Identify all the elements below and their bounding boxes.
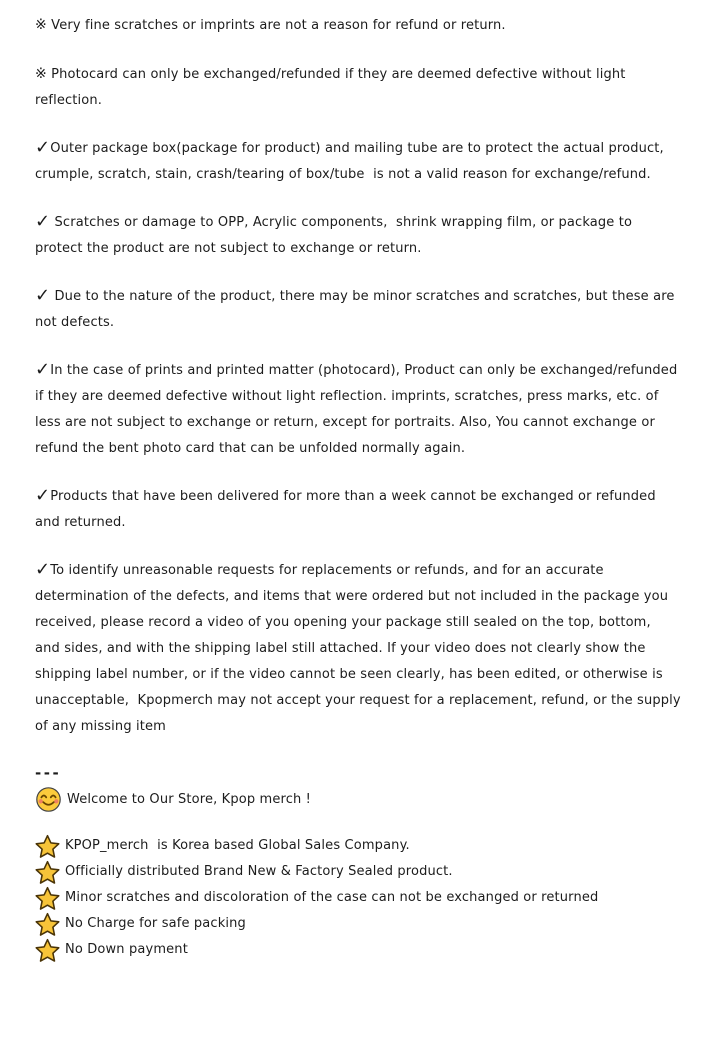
star-icon bbox=[35, 860, 60, 885]
store-point bbox=[35, 833, 682, 859]
store-point bbox=[35, 859, 682, 885]
star-icon bbox=[35, 912, 60, 937]
policy-paragraph bbox=[35, 12, 682, 39]
policy-text: Very fine scratches or imprints are not a reason for refund or return. bbox=[46, 18, 506, 33]
policy-paragraph bbox=[35, 558, 686, 740]
store-point-text: KPOP_merch is Korea based Global Sales Company. bbox=[65, 838, 410, 853]
checkmark-icon: ✓ bbox=[35, 211, 51, 232]
store-point bbox=[35, 937, 682, 963]
policy-text: In the case of prints and printed matter (photocard), Product can only be exchanged/refunded if they are deemed defective without light reflection. imprints, scratches, press marks, etc. of less are not subject to exchange or return, except for portraits. Also, You cannot exchange or refund the bent photo card that can be unfolded normally again. bbox=[35, 363, 682, 456]
policy-paragraph bbox=[35, 61, 682, 114]
checkmark-icon: ✓ bbox=[35, 559, 51, 580]
star-icon bbox=[35, 886, 60, 911]
reference-mark-icon: ※ bbox=[35, 66, 47, 82]
store-point bbox=[35, 885, 682, 911]
welcome-text: Welcome to Our Store, Kpop merch ! bbox=[67, 791, 312, 807]
store-points-list bbox=[35, 833, 682, 963]
checkmark-icon: ✓ bbox=[35, 137, 51, 158]
star-icon bbox=[35, 834, 60, 859]
policy-text: Products that have been delivered for more than a week cannot be exchanged or refunded and returned. bbox=[35, 489, 661, 530]
policy-paragraph bbox=[35, 136, 682, 188]
policy-text: Outer package box(package for product) and mailing tube are to protect the actual product, crumple, scratch, stain, crash/tearing of box/tube is not a valid reason for exchange/refund. bbox=[35, 141, 669, 182]
policy-paragraph bbox=[35, 284, 682, 336]
store-point-text: Officially distributed Brand New & Factory Sealed product. bbox=[65, 864, 453, 879]
store-point-text: No Charge for safe packing bbox=[65, 916, 246, 931]
policy-paragraph bbox=[35, 210, 682, 262]
smiling-face-emoji-icon bbox=[35, 786, 62, 813]
policy-text: Due to the nature of the product, there may be minor scratches and scratches, but these are not defects. bbox=[35, 289, 679, 330]
star-icon bbox=[35, 938, 60, 963]
policy-text: Photocard can only be exchanged/refunded if they are deemed defective without light reflection. bbox=[35, 67, 630, 108]
store-point-text: No Down payment bbox=[65, 942, 188, 957]
divider-dashes: --- bbox=[35, 764, 62, 782]
reference-mark-icon: ※ bbox=[35, 17, 47, 33]
store-point bbox=[35, 911, 682, 937]
policy-text: To identify unreasonable requests for replacements or refunds, and for an accurate determination of the defects, and items that were ordered but not included in the package you received, please record a video of you opening your package still sealed on the top, bottom, and sides, and with the shipping label still attached. If your video does not clearly show the shipping label number, or if the video cannot be seen clearly, has been edited, or otherwise is unacceptable, Kpopmerch may not accept your request for a replacement, refund, or the supply of any missing item bbox=[35, 563, 686, 734]
checkmark-icon: ✓ bbox=[35, 485, 51, 506]
checkmark-icon: ✓ bbox=[35, 359, 51, 380]
policy-paragraph bbox=[35, 484, 682, 536]
policy-text: Scratches or damage to OPP, Acrylic components, shrink wrapping film, or package to protect the product are not subject to exchange or return. bbox=[35, 215, 637, 256]
checkmark-icon: ✓ bbox=[35, 285, 51, 306]
store-point-text: Minor scratches and discoloration of the case can not be exchanged or returned bbox=[65, 890, 599, 905]
welcome-line bbox=[35, 786, 682, 813]
policy-paragraph bbox=[35, 358, 682, 462]
